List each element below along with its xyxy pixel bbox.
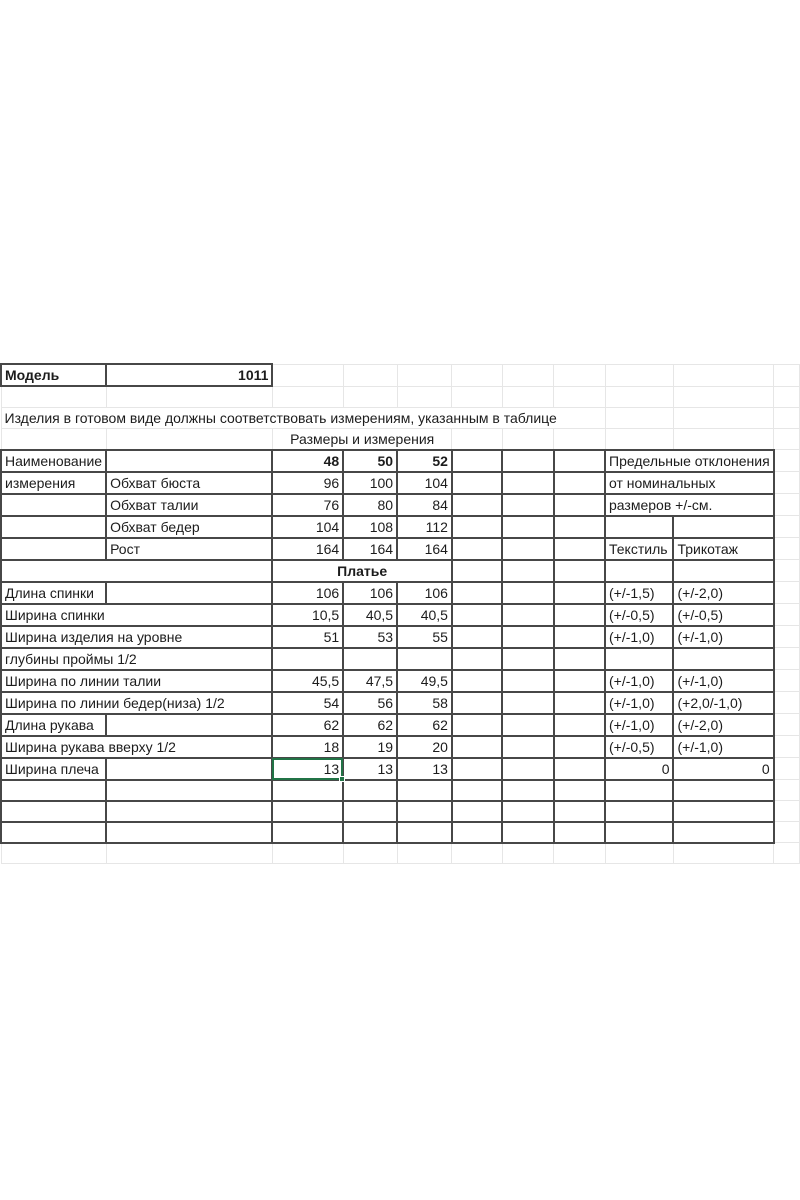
empty-cell[interactable] <box>452 648 502 670</box>
grid-cell <box>774 364 800 386</box>
dress-value-cell[interactable]: 58 <box>397 692 452 714</box>
measurement-label-cell[interactable]: Рост <box>106 538 272 560</box>
empty-cell[interactable] <box>502 472 553 494</box>
fill-handle-icon[interactable] <box>339 776 345 782</box>
deviation-knitwear-cell[interactable]: (+/-2,0) <box>673 714 773 736</box>
deviation-knitwear-cell[interactable]: (+/-2,0) <box>673 582 773 604</box>
empty-cell[interactable] <box>452 604 502 626</box>
dress-value-cell[interactable]: 106 <box>397 582 452 604</box>
grid-cell <box>774 516 800 538</box>
dress-label-cell[interactable]: Ширина рукава вверху 1/2 <box>1 736 272 758</box>
empty-cell[interactable] <box>554 670 605 692</box>
empty-cell[interactable] <box>397 822 452 843</box>
empty-cell[interactable] <box>272 822 343 843</box>
empty-cell[interactable] <box>554 714 605 736</box>
grid-cell[interactable] <box>452 364 502 386</box>
measurement-value-cell[interactable]: 164 <box>272 538 343 560</box>
measurement-value-cell[interactable]: 80 <box>343 494 397 516</box>
empty-cell[interactable] <box>502 714 553 736</box>
empty-cell[interactable] <box>106 801 272 822</box>
dress-value-cell[interactable]: 19 <box>343 736 397 758</box>
empty-cell[interactable] <box>502 736 553 758</box>
deviation-knitwear-cell[interactable]: (+/-1,0) <box>673 736 773 758</box>
grid-cell[interactable] <box>554 364 605 386</box>
measurement-value-cell[interactable]: 108 <box>343 516 397 538</box>
empty-cell[interactable] <box>554 560 605 582</box>
worksheet-grid[interactable] <box>0 363 800 864</box>
deviation-title-cell[interactable]: Предельные отклонения <box>605 450 774 472</box>
measurement-row <box>1 516 800 538</box>
measurement-row <box>1 494 800 516</box>
grid-cell <box>774 450 800 472</box>
empty-cell[interactable] <box>554 472 605 494</box>
grid-cell <box>774 386 800 407</box>
empty-cell[interactable] <box>452 560 502 582</box>
empty-cell[interactable] <box>452 692 502 714</box>
dress-row <box>1 648 800 670</box>
deviation-knitwear-cell[interactable] <box>673 648 773 670</box>
empty-cell[interactable] <box>673 516 773 538</box>
dress-row <box>1 758 800 780</box>
grid-cell[interactable] <box>673 407 773 428</box>
header-row <box>1 450 800 472</box>
empty-cell[interactable] <box>554 582 605 604</box>
intro-row <box>1 407 800 428</box>
empty-cell[interactable] <box>502 626 553 648</box>
dress-value-cell[interactable]: 20 <box>397 736 452 758</box>
grid-cell[interactable] <box>605 364 673 386</box>
model-value-cell[interactable]: 1011 <box>106 364 272 386</box>
empty-cell[interactable] <box>554 758 605 780</box>
empty-cell[interactable] <box>502 648 553 670</box>
empty-cell[interactable] <box>554 494 605 516</box>
dress-title-row <box>1 560 800 582</box>
measurement-value-cell[interactable]: 100 <box>343 472 397 494</box>
empty-cell[interactable] <box>502 670 553 692</box>
measurement-label-cell[interactable]: Обхват бедер <box>106 516 272 538</box>
dress-label-cell[interactable]: Ширина изделия на уровне <box>1 626 272 648</box>
empty-cell[interactable] <box>272 780 343 801</box>
dress-value-cell[interactable]: 47,5 <box>343 670 397 692</box>
deviation-textile-cell[interactable]: (+/-1,0) <box>605 714 673 736</box>
empty-cell[interactable] <box>452 516 502 538</box>
grid-cell[interactable] <box>272 364 343 386</box>
dress-value-cell[interactable]: 62 <box>397 714 452 736</box>
empty-cell[interactable] <box>605 516 673 538</box>
grid-cell <box>774 758 800 780</box>
empty-cell[interactable] <box>106 822 272 843</box>
deviation-textile-cell[interactable]: (+/-0,5) <box>605 604 673 626</box>
deviation-note-cell[interactable]: от номинальных <box>605 472 774 494</box>
empty-cell[interactable] <box>452 801 502 822</box>
grid-cell[interactable] <box>502 843 553 864</box>
empty-cell[interactable] <box>502 494 553 516</box>
empty-cell[interactable] <box>554 801 605 822</box>
measurement-value-cell[interactable]: 76 <box>272 494 343 516</box>
dress-value-cell[interactable]: 10,5 <box>272 604 343 626</box>
empty-cell[interactable] <box>502 692 553 714</box>
grid-cell <box>774 560 800 582</box>
grid-cell[interactable] <box>605 843 673 864</box>
dress-value-cell[interactable]: 106 <box>343 582 397 604</box>
dress-row <box>1 692 800 714</box>
empty-cell[interactable] <box>452 472 502 494</box>
grid-cell[interactable] <box>502 386 553 407</box>
empty-cell[interactable] <box>605 801 673 822</box>
empty-cell[interactable] <box>452 780 502 801</box>
empty-cell[interactable] <box>554 736 605 758</box>
empty-cell[interactable] <box>502 450 553 472</box>
size-50-header-cell[interactable]: 50 <box>343 450 397 472</box>
selected-cell[interactable]: 13 <box>272 758 343 780</box>
dress-value-cell[interactable]: 62 <box>272 714 343 736</box>
empty-cell[interactable] <box>343 801 397 822</box>
empty-cell[interactable] <box>554 648 605 670</box>
empty-cell[interactable] <box>397 780 452 801</box>
dress-value-cell[interactable]: 40,5 <box>397 604 452 626</box>
grid-cell <box>774 714 800 736</box>
deviation-textile-cell[interactable]: (+/-1,0) <box>605 670 673 692</box>
header-name-cell[interactable]: Наименование <box>1 450 106 472</box>
deviation-knitwear-cell[interactable]: (+/-1,0) <box>673 626 773 648</box>
grid-cell[interactable] <box>106 386 272 407</box>
measurement-label-cell[interactable]: Обхват бюста <box>106 472 272 494</box>
empty-cell[interactable] <box>1 822 106 843</box>
grid-cell <box>774 648 800 670</box>
empty-cell[interactable] <box>106 450 272 472</box>
empty-cell[interactable] <box>502 758 553 780</box>
empty-cell[interactable] <box>605 780 673 801</box>
grid-cell <box>774 582 800 604</box>
grid-cell[interactable] <box>673 364 773 386</box>
dress-value-cell[interactable]: 55 <box>397 626 452 648</box>
deviation-textile-cell[interactable] <box>605 648 673 670</box>
size-52-header-cell[interactable]: 52 <box>397 450 452 472</box>
empty-cell[interactable] <box>673 780 773 801</box>
grid-cell[interactable] <box>106 843 272 864</box>
dress-row <box>1 714 800 736</box>
empty-cell[interactable] <box>343 780 397 801</box>
empty-cell[interactable] <box>605 560 673 582</box>
header-name-cell-2[interactable]: измерения <box>1 472 106 494</box>
dress-label-cell[interactable]: Ширина по линии бедер(низа) 1/2 <box>1 692 272 714</box>
dress-value-cell[interactable]: 54 <box>272 692 343 714</box>
empty-cell[interactable] <box>272 801 343 822</box>
empty-cell[interactable] <box>502 822 553 843</box>
empty-row <box>1 843 800 864</box>
deviation-textile-cell[interactable]: (+/-1,0) <box>605 692 673 714</box>
empty-cell[interactable] <box>452 736 502 758</box>
empty-cell[interactable] <box>452 626 502 648</box>
empty-cell[interactable] <box>1 560 272 582</box>
empty-cell[interactable] <box>554 780 605 801</box>
empty-cell[interactable] <box>1 516 106 538</box>
grid-cell[interactable] <box>1 428 106 450</box>
model-label-cell[interactable]: Модель <box>1 364 106 386</box>
empty-cell[interactable] <box>673 822 773 843</box>
empty-cell[interactable] <box>452 538 502 560</box>
empty-cell[interactable] <box>106 582 272 604</box>
grid-cell <box>774 538 800 560</box>
dress-label-cell[interactable]: Ширина по линии талии <box>1 670 272 692</box>
dress-value-cell[interactable]: 106 <box>272 582 343 604</box>
dress-value-cell[interactable] <box>343 648 397 670</box>
grid-cell <box>774 736 800 758</box>
empty-cell[interactable] <box>343 822 397 843</box>
grid-cell[interactable] <box>452 843 502 864</box>
empty-cell[interactable] <box>554 604 605 626</box>
grid-cell[interactable] <box>502 428 553 450</box>
empty-cell[interactable] <box>673 560 773 582</box>
grid-cell[interactable] <box>272 386 343 407</box>
grid-cell[interactable] <box>272 843 343 864</box>
deviation-knitwear-cell[interactable]: (+/-1,0) <box>673 670 773 692</box>
empty-cell[interactable] <box>1 801 106 822</box>
grid-cell <box>774 407 800 428</box>
model-row <box>1 364 800 386</box>
dress-value-cell[interactable] <box>272 648 343 670</box>
sizes-title-row <box>1 428 800 450</box>
empty-cell[interactable] <box>554 516 605 538</box>
grid-cell[interactable] <box>605 407 673 428</box>
dress-value-cell[interactable]: 13 <box>343 758 397 780</box>
empty-cell[interactable] <box>673 801 773 822</box>
grid-cell <box>774 670 800 692</box>
measurement-row <box>1 472 800 494</box>
dress-row <box>1 670 800 692</box>
measurement-value-cell[interactable]: 164 <box>397 538 452 560</box>
grid-cell[interactable] <box>106 428 272 450</box>
measurement-value-cell[interactable]: 104 <box>272 516 343 538</box>
grid-cell[interactable] <box>343 843 397 864</box>
grid-cell <box>774 801 800 822</box>
empty-cell[interactable] <box>1 538 106 560</box>
empty-cell[interactable] <box>106 758 272 780</box>
grid-cell <box>774 692 800 714</box>
grid-cell[interactable] <box>673 386 773 407</box>
empty-bordered-row <box>1 780 800 801</box>
grid-cell <box>774 428 800 450</box>
empty-cell[interactable] <box>554 692 605 714</box>
empty-cell[interactable] <box>452 450 502 472</box>
grid-cell <box>774 472 800 494</box>
dress-value-cell[interactable]: 62 <box>343 714 397 736</box>
deviation-knitwear-cell[interactable]: (+/-0,5) <box>673 604 773 626</box>
measurement-value-cell[interactable]: 84 <box>397 494 452 516</box>
dress-value-cell[interactable]: 51 <box>272 626 343 648</box>
dress-title-cell[interactable]: Платье <box>272 560 452 582</box>
knitwear-header-cell[interactable]: Трикотаж <box>673 538 773 560</box>
empty-cell[interactable] <box>452 582 502 604</box>
grid-cell[interactable] <box>605 428 673 450</box>
dress-value-cell[interactable]: 18 <box>272 736 343 758</box>
empty-cell[interactable] <box>554 538 605 560</box>
dress-row <box>1 736 800 758</box>
empty-cell[interactable] <box>502 538 553 560</box>
empty-cell[interactable] <box>502 801 553 822</box>
dress-row <box>1 582 800 604</box>
sizes-title-cell[interactable]: Размеры и измерения <box>272 428 452 450</box>
grid-cell[interactable] <box>343 386 397 407</box>
dress-label-cell[interactable]: Длина спинки <box>1 582 106 604</box>
grid-cell[interactable] <box>605 386 673 407</box>
size-table <box>0 363 800 864</box>
empty-cell[interactable] <box>452 494 502 516</box>
grid-cell[interactable] <box>673 843 773 864</box>
empty-cell[interactable] <box>452 822 502 843</box>
deviation-knitwear-cell[interactable]: (+2,0/-1,0) <box>673 692 773 714</box>
empty-cell[interactable] <box>554 450 605 472</box>
grid-cell[interactable] <box>554 428 605 450</box>
grid-cell <box>774 822 800 843</box>
dress-label-cell[interactable]: Ширина спинки <box>1 604 272 626</box>
intro-text-cell[interactable]: Изделия в готовом виде должны соответствовать измерениям, указанным в таблице <box>1 407 605 428</box>
grid-cell[interactable] <box>554 843 605 864</box>
measurement-value-cell[interactable]: 96 <box>272 472 343 494</box>
deviation-textile-cell[interactable]: (+/-1,5) <box>605 582 673 604</box>
measurement-value-cell[interactable]: 164 <box>343 538 397 560</box>
measurement-value-cell[interactable]: 104 <box>397 472 452 494</box>
empty-cell[interactable] <box>502 582 553 604</box>
measurement-row <box>1 538 800 560</box>
grid-cell[interactable] <box>1 386 106 407</box>
dress-row <box>1 604 800 626</box>
empty-cell[interactable] <box>1 494 106 516</box>
deviation-knitwear-cell[interactable]: 0 <box>673 758 773 780</box>
grid-cell[interactable] <box>452 428 502 450</box>
empty-cell[interactable] <box>554 822 605 843</box>
empty-row <box>1 386 800 407</box>
empty-cell[interactable] <box>452 670 502 692</box>
grid-cell[interactable] <box>554 386 605 407</box>
grid-cell[interactable] <box>397 364 452 386</box>
grid-cell <box>774 626 800 648</box>
dress-label-cell[interactable]: Ширина плеча <box>1 758 106 780</box>
grid-cell[interactable] <box>673 428 773 450</box>
deviation-textile-cell[interactable]: (+/-1,0) <box>605 626 673 648</box>
dress-row <box>1 626 800 648</box>
grid-cell <box>774 843 800 864</box>
empty-cell[interactable] <box>397 801 452 822</box>
empty-cell[interactable] <box>452 714 502 736</box>
deviation-note-cell[interactable]: размеров +/-см. <box>605 494 774 516</box>
empty-cell[interactable] <box>106 780 272 801</box>
dress-value-cell[interactable]: 49,5 <box>397 670 452 692</box>
grid-cell <box>774 494 800 516</box>
grid-cell[interactable] <box>397 843 452 864</box>
dress-label-cell[interactable]: Длина рукава <box>1 714 106 736</box>
empty-cell[interactable] <box>1 780 106 801</box>
measurement-label-cell[interactable]: Обхват талии <box>106 494 272 516</box>
deviation-textile-cell[interactable]: 0 <box>605 758 673 780</box>
grid-cell[interactable] <box>1 843 106 864</box>
empty-cell[interactable] <box>106 714 272 736</box>
grid-cell[interactable] <box>397 386 452 407</box>
empty-cell[interactable] <box>502 604 553 626</box>
grid-cell <box>774 604 800 626</box>
empty-bordered-row <box>1 822 800 843</box>
dress-value-cell[interactable]: 40,5 <box>343 604 397 626</box>
measurement-value-cell[interactable]: 112 <box>397 516 452 538</box>
dress-value-cell[interactable]: 56 <box>343 692 397 714</box>
empty-cell[interactable] <box>605 822 673 843</box>
dress-value-cell[interactable] <box>397 648 452 670</box>
empty-cell[interactable] <box>452 758 502 780</box>
empty-cell[interactable] <box>502 516 553 538</box>
empty-cell[interactable] <box>554 626 605 648</box>
empty-cell[interactable] <box>502 780 553 801</box>
grid-cell[interactable] <box>502 364 553 386</box>
grid-cell <box>774 780 800 801</box>
dress-value-cell[interactable]: 53 <box>343 626 397 648</box>
empty-bordered-row <box>1 801 800 822</box>
grid-cell[interactable] <box>452 386 502 407</box>
grid-cell[interactable] <box>343 364 397 386</box>
empty-cell[interactable] <box>502 560 553 582</box>
dress-value-cell[interactable]: 45,5 <box>272 670 343 692</box>
textile-header-cell[interactable]: Текстиль <box>605 538 673 560</box>
dress-label-cell[interactable]: глубины проймы 1/2 <box>1 648 272 670</box>
dress-value-cell[interactable]: 13 <box>397 758 452 780</box>
deviation-textile-cell[interactable]: (+/-0,5) <box>605 736 673 758</box>
size-48-header-cell[interactable]: 48 <box>272 450 343 472</box>
